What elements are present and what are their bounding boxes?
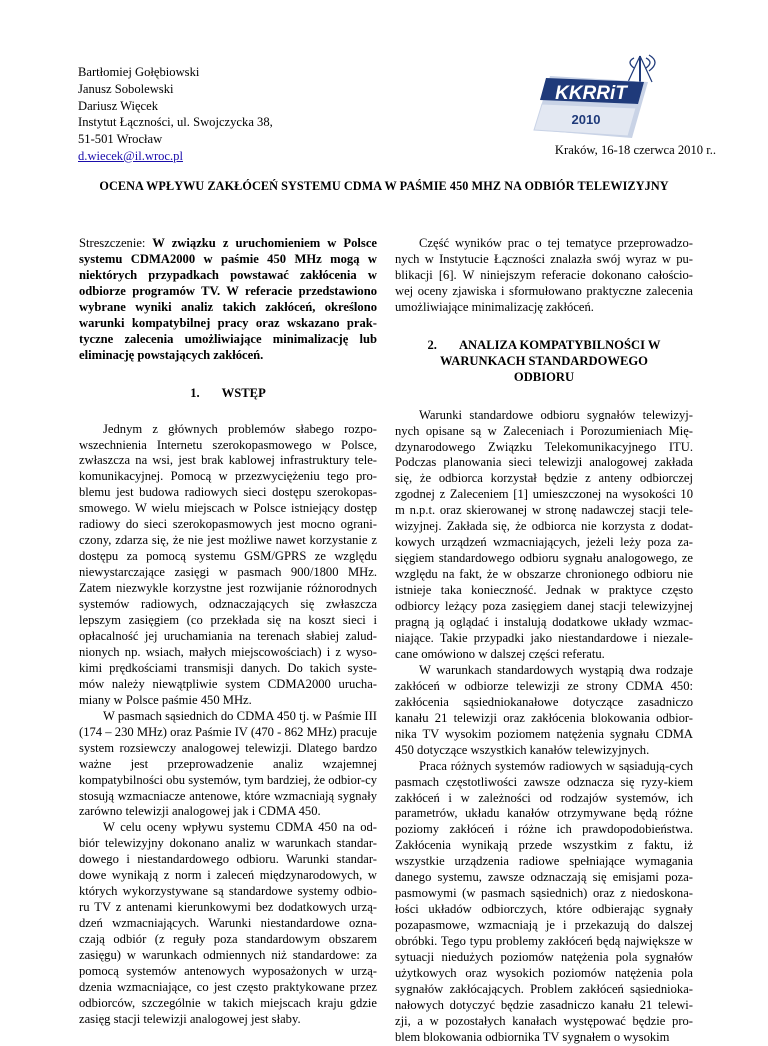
abstract-text: W związku z uruchomieniem w Polsce systemu CDMA2000 w paśmie 450 MHz mogą w niektórych przypadkach powstawać zakłócenia w odbiorze programów TV. W referacie przedstawiono wybrane wyniki analiz takich zakłóceń, określono warunki kompatybilnej pracy oraz wskazano prak-tyczne zalecenia umożliwiające minimalizację lub eliminację powstających zakłóceń. xyxy=(79,236,377,362)
right-column xyxy=(395,236,693,1046)
abstract-label: Streszczenie: xyxy=(79,236,146,250)
conference-place-date: Kraków, 16-18 czerwca 2010 r.. xyxy=(554,143,716,157)
section-title: WSTĘP xyxy=(221,385,266,400)
section-title-line: ODBIORU xyxy=(513,369,575,384)
paragraph: Część wyników prac o tej tematyce przeprowadzo-nych w Instytucie Łączności znalazła swój wyraz w pu-blikacji [6]. W niniejszym referacie dokonano całościo-wej oceny zjawiska i sformułowano praktyczne zalecenia umożliwiające minimalizację zakłóceń. xyxy=(395,236,693,314)
section-number: 2. xyxy=(427,337,437,352)
paragraph: W warunkach standardowych wystąpią dwa rodzaje zakłóceń w odbiorze telewizji ze strony CDMA 450: zakłócenia sąsiedniokanałowe dotyczące zasadniczo kanału 21 telewizji oraz zakłócenia blokowania odbior-nika TV wysokim poziomem natężenia sygnału CDMA 450 dotyczące wszystkich kanałów telewizyjnych. xyxy=(395,662,693,757)
paragraph: Praca różnych systemów radiowych w sąsiadują-cych pasmach częstotliwości zawsze odznacza się ryzy-kiem zakłóceń i w zależności od rodzajów systemów, ich parametrów, układu kanałów otrzymywane będą różne poziomy zakłóceń i różne ich prawdopodobieństwa. Zakłócenia wynikają przede wszystkim z faktu, iż wszystkie urządzenia radiowe spełniające wymagania danego systemu, zawsze odznaczają się emisjami poza-pasmowymi (w pasmach sąsiednich) oraz z niedoskona-łości układów odbiorczych, które odbierając sygnały pozapasmowe, wzmacniają je i przekazują do dalszej obróbki. Tego typu problemy zakłóceń będą największe w sytuacji niedużych poziomów natężenia pola sygnałów użytkowych oraz wysokich poziomów natężenia pola sygnałów zakłócających. Problem zakłóceń sąsiednioka-nałowych dotyczyć będzie zasadniczo kanału 21 telewi-zji, a w pozostałych kanałach występować będzie pro-blem blokowania odbiornika TV sygnałem o wysokim xyxy=(395,758,693,1044)
logo-year: 2010 xyxy=(571,112,601,127)
abstract xyxy=(79,236,377,364)
author-name: Dariusz Więcek xyxy=(78,98,159,113)
conference-logo xyxy=(528,52,668,148)
paragraph: W celu oceny wpływu systemu CDMA 450 na od-biór telewizyjny dokonano analiz w warunkach standar-dowego i niestandardowego odbioru. Warunki standar-dowe wynikają z norm i zaleceń międzynarodowych, w których wykorzystywane są standardowe systemy odbio-ru TV z antenami kierunkowymi bez dodatkowych urzą-dzeń wzmacniających. Warunki niestandardowe ozna-czają odbiór (z reguły poza standardowym obszarem zasięgu) w warunkach odmiennych niż standardowe: za pomocą systemów antenowych wyposażonych w urzą-dzenia wzmacniające, co jest często praktykowane przez odbiorców, szczególnie w takich miejscach kraju gdzie zasięg stacji telewizji analogowej jest słaby. xyxy=(79,820,377,1026)
section-title-line: ANALIZA KOMPATYBILNOŚCI W xyxy=(458,337,661,352)
paper-title: OCENA WPŁYWU ZAKŁÓCEŃ SYSTEMU CDMA W PAŚMIE 450 MHZ NA ODBIÓR TELEWIZYJNY xyxy=(99,179,669,193)
author-email-link[interactable]: d.wiecek@il.wroc.pl xyxy=(78,148,183,163)
section-heading-2 xyxy=(395,338,693,386)
author-block xyxy=(78,64,273,165)
paragraph: Warunki standardowe odbioru sygnałów telewizyj-nych opisane są w Zaleceniach i Porozumieniach Mię-dzynarodowego Związku Telekomunikacyjnego ITU. Podczas planowania sieci telewizji analogowej zakłada się, że odbiorca korzystał będzie z anteny odbiorczej zgodnej z Zaleceniem [1] umieszczonej na wysokości 10 m n.p.t. oraz skierowanej w stronę nadawczej stacji tele-wizyjnej. Zakłada się, że odbiorca nie korzysta z dodat-kowych urządzeń wzmacniających, jeżeli leży poza za-sięgiem standardowego odbioru sygnału analogowego, ze względu na fakt, że w obszarze chronionego odbioru nie istnieje taka konieczność. Jednak w praktyce często odbiorcy leżący poza zasięgiem danej stacji telewizyjnej pragną ją oglądać i instalują dodatkowe układy wzmac-niające. Takie przypadki jako niestandardowe i niezale-cane omówiono w dalszej części referatu. xyxy=(395,407,693,661)
affiliation-line: Instytut Łączności, ul. Swojczycka 38, xyxy=(78,115,273,130)
section-heading-1 xyxy=(79,386,377,402)
paragraph: W pasmach sąsiednich do CDMA 450 tj. w Paśmie III (174 – 230 MHz) oraz Paśmie IV (470 - 862 MHz) pracuje system rozsiewczy analogowej telewizji. Dlatego bardzo ważne jest przeprowadzenie analiz wzajemnej kompatybilności obu systemów, tym bardziej, że odbior-cy stosują wzmacniacze antenowe, które wzmacniają sygnały zarówno telewizji analogowej jak i CDMA 450. xyxy=(79,708,377,819)
kkrrit-logo-icon xyxy=(528,52,668,148)
paragraph: Jednym z głównych problemów słabego rozpo-wszechnienia Internetu szerokopasmowego w Polsce, zwłaszcza na wsi, jest brak kablowej infrastruktury tele-komunikacyjnej. Pomocą w przezwyciężeniu tego pro-blemu jest budowa radiowych sieci dostępu szerokopas-smowego. W wielu miejscach w Polsce istniejący dostęp radiowy do sieci szerokopasmowych jest mocno ograni-czony, zdarza się, że nie jest możliwe nawet korzystanie z dostępu za pomocą systemu GSM/GPRS ze względu niewystarczające zasięgi w pasmach 900/1800 MHz. Zatem niezwykle korzystne jest rozwijanie różnorodnych systemów radiowych, odznaczających się zwłaszcza lepszym zasięgiem (co przekłada się na koszt sieci i opłacalność jej uruchamiania na terenach słabiej zalud-nionych np. wsiach, małych miejscowościach) i z wyso-kimi prędkościami transmisji danych. Do takich syste-mów należy niewątpliwie system CDMA2000 urucha-miany w Polsce paśmie 450 MHz. xyxy=(79,421,377,707)
author-name: Janusz Sobolewski xyxy=(78,81,174,96)
affiliation-line: 51-501 Wrocław xyxy=(78,132,163,147)
logo-text: KKRRiT xyxy=(555,83,627,104)
author-name: Bartłomiej Gołębiowski xyxy=(78,65,200,79)
left-column xyxy=(79,236,377,1028)
section-number: 1. xyxy=(190,385,200,400)
section-title-line: WARUNKACH STANDARDOWEGO xyxy=(440,353,648,368)
